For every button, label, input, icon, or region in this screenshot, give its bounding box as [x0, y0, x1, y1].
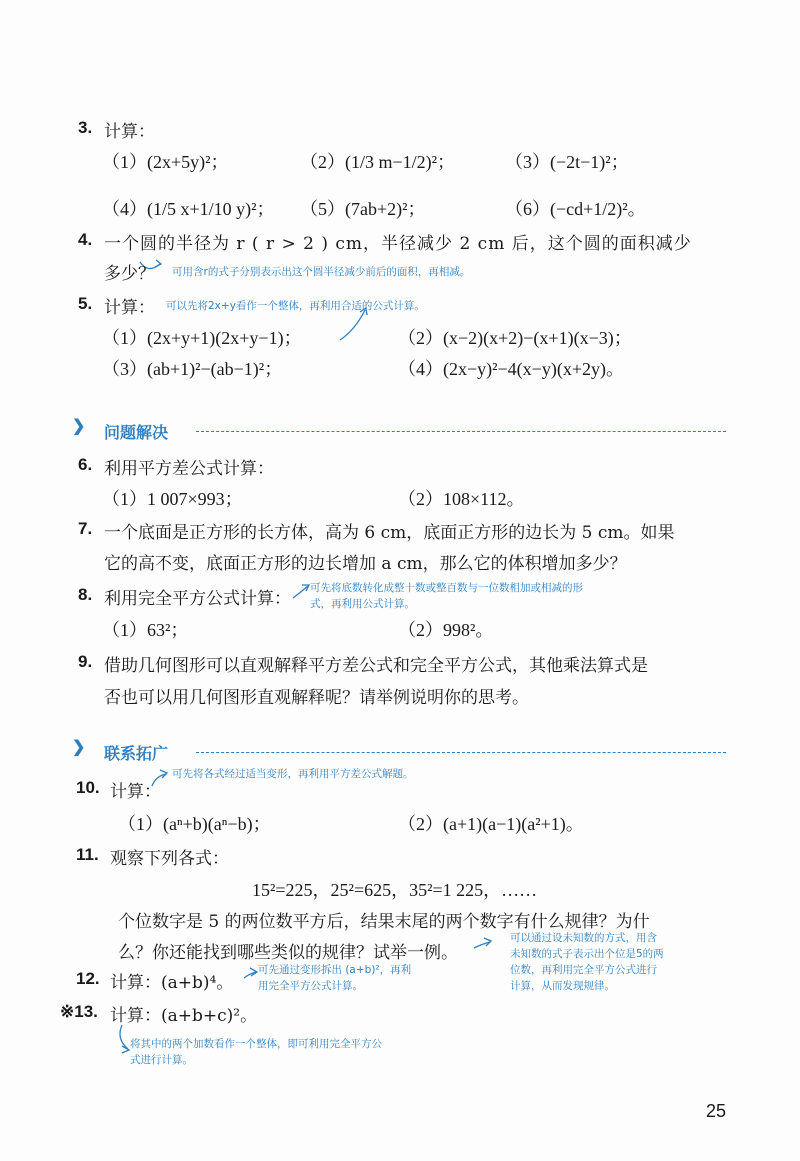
- q11-formula: 15²=225，25²=625，35²=1 225，……: [252, 880, 538, 900]
- q12-hint-line1: 可先通过变形拆出 (a+b)²，再利: [258, 964, 412, 976]
- q8-hint-line2: 式，再利用公式计算。: [310, 598, 415, 610]
- q3-item-2: （2）(1/3 m−1/2)²；: [300, 152, 456, 172]
- q6-item-2: （2）108×112。: [398, 489, 525, 509]
- q10-item-2: （2）(a+1)(a−1)(a²+1)。: [398, 814, 584, 834]
- q8-item-2: （2）998²。: [398, 620, 494, 640]
- q9-text-line2: 否也可以用几何图形直观解释呢？请举例说明你的思考。: [104, 688, 529, 708]
- q12-title: 计算：(a+b)⁴。: [110, 973, 234, 993]
- q10-number: 10.: [76, 778, 100, 797]
- q7-text-line2: 它的高不变，底面正方形的边长增加 a cm，那么它的体积增加多少？: [104, 554, 627, 574]
- q5-hint: 可以先将2x+y看作一个整体，再利用合适的公式计算。: [166, 300, 425, 312]
- q6-number: 6.: [78, 455, 93, 474]
- q8-hint-line1: 可先将底数转化成整十数或整百数与一位数相加或相减的形: [310, 582, 583, 594]
- q8-item-1: （1）63²；: [102, 620, 189, 640]
- q3-item-3: （3）(−2t−1)²；: [505, 152, 629, 172]
- q5-item-3: （3）(ab+1)²−(ab−1)²；: [102, 359, 283, 379]
- q5-number: 5.: [78, 294, 93, 313]
- q8-title: 利用完全平方公式计算：: [104, 589, 291, 609]
- section2-divider: [196, 752, 726, 753]
- q11-hint-line2: 未知数的式子表示出个位是5的两: [510, 948, 664, 960]
- q5-title: 计算：: [104, 298, 155, 318]
- q8-number: 8.: [78, 585, 93, 604]
- section2-chevron-icon: ❯: [72, 737, 86, 756]
- q13-hint-line2: 式进行计算。: [130, 1054, 193, 1066]
- q6-title: 利用平方差公式计算：: [104, 459, 274, 479]
- q11-hint-line3: 位数，再利用完全平方公式进行: [510, 964, 657, 976]
- q3-item-6: （6）(−cd+1/2)²。: [505, 199, 646, 219]
- q10-title: 计算：: [110, 782, 161, 802]
- q6-item-1: （1）1 007×993；: [102, 489, 243, 509]
- q4-hint: 可用含r的式子分别表示出这个圆半径减少前后的面积，再相减。: [172, 266, 471, 278]
- q12-hint-line2: 用完全平方公式计算。: [258, 980, 363, 992]
- q3-item-5: （5）(7ab+2)²；: [300, 199, 426, 219]
- q5-item-2: （2）(x−2)(x+2)−(x+1)(x−3)；: [398, 328, 632, 348]
- section-extension: 联系拓广: [104, 744, 169, 763]
- q3-number: 3.: [78, 118, 93, 137]
- section-chevron-icon: ❯: [72, 416, 86, 435]
- q3-item-4: （4）(1/5 x+1/10 y)²；: [102, 199, 275, 219]
- section-divider: [196, 431, 726, 432]
- q11-text-line2: 么？你还能找到哪些类似的规律？试举一例。: [118, 943, 458, 963]
- q11-hint-line4: 计算，从而发现规律。: [510, 980, 615, 992]
- q11-number: 11.: [76, 845, 99, 864]
- q9-text-line1: 借助几何图形可以直观解释平方差公式和完全平方公式，其他乘法算式是: [104, 656, 648, 676]
- q11-hint-line1: 可以通过设未知数的方式，用含: [510, 932, 657, 944]
- q3-item-1: （1）(2x+5y)²；: [102, 152, 229, 172]
- q9-number: 9.: [78, 652, 93, 671]
- q11-title: 观察下列各式：: [110, 849, 229, 869]
- q13-number: ※13.: [60, 1002, 98, 1021]
- page-number: 25: [706, 1101, 727, 1121]
- q13-hint-line1: 将其中的两个加数看作一个整体，即可利用完全平方公: [130, 1038, 382, 1050]
- q4-text-line2: 多少？: [104, 264, 155, 284]
- q5-item-4: （4）(2x−y)²−4(x−y)(x+2y)。: [398, 359, 624, 379]
- q4-number: 4.: [78, 230, 93, 249]
- q12-number: 12.: [76, 969, 100, 988]
- q13-title: 计算：(a+b+c)²。: [110, 1006, 258, 1026]
- q4-text-line1: 一个圆的半径为 r ( r > 2 ) cm，半径减少 2 cm 后，这个圆的面积减少: [104, 234, 692, 254]
- q11-text-line1: 个位数字是 5 的两位数平方后，结果末尾的两个数字有什么规律？为什: [118, 912, 650, 932]
- q5-item-1: （1）(2x+y+1)(2x+y−1)；: [102, 328, 302, 348]
- q3-title: 计算：: [104, 122, 155, 142]
- q10-hint: 可先将各式经过适当变形，再利用平方差公式解题。: [172, 768, 414, 780]
- q10-item-1: （1）(aⁿ+b)(aⁿ−b)；: [118, 814, 271, 834]
- section-problem-solving: 问题解决: [104, 423, 169, 442]
- q7-text-line1: 一个底面是正方形的长方体，高为 6 cm，底面正方形的边长为 5 cm。如果: [104, 523, 675, 543]
- q7-number: 7.: [78, 519, 93, 538]
